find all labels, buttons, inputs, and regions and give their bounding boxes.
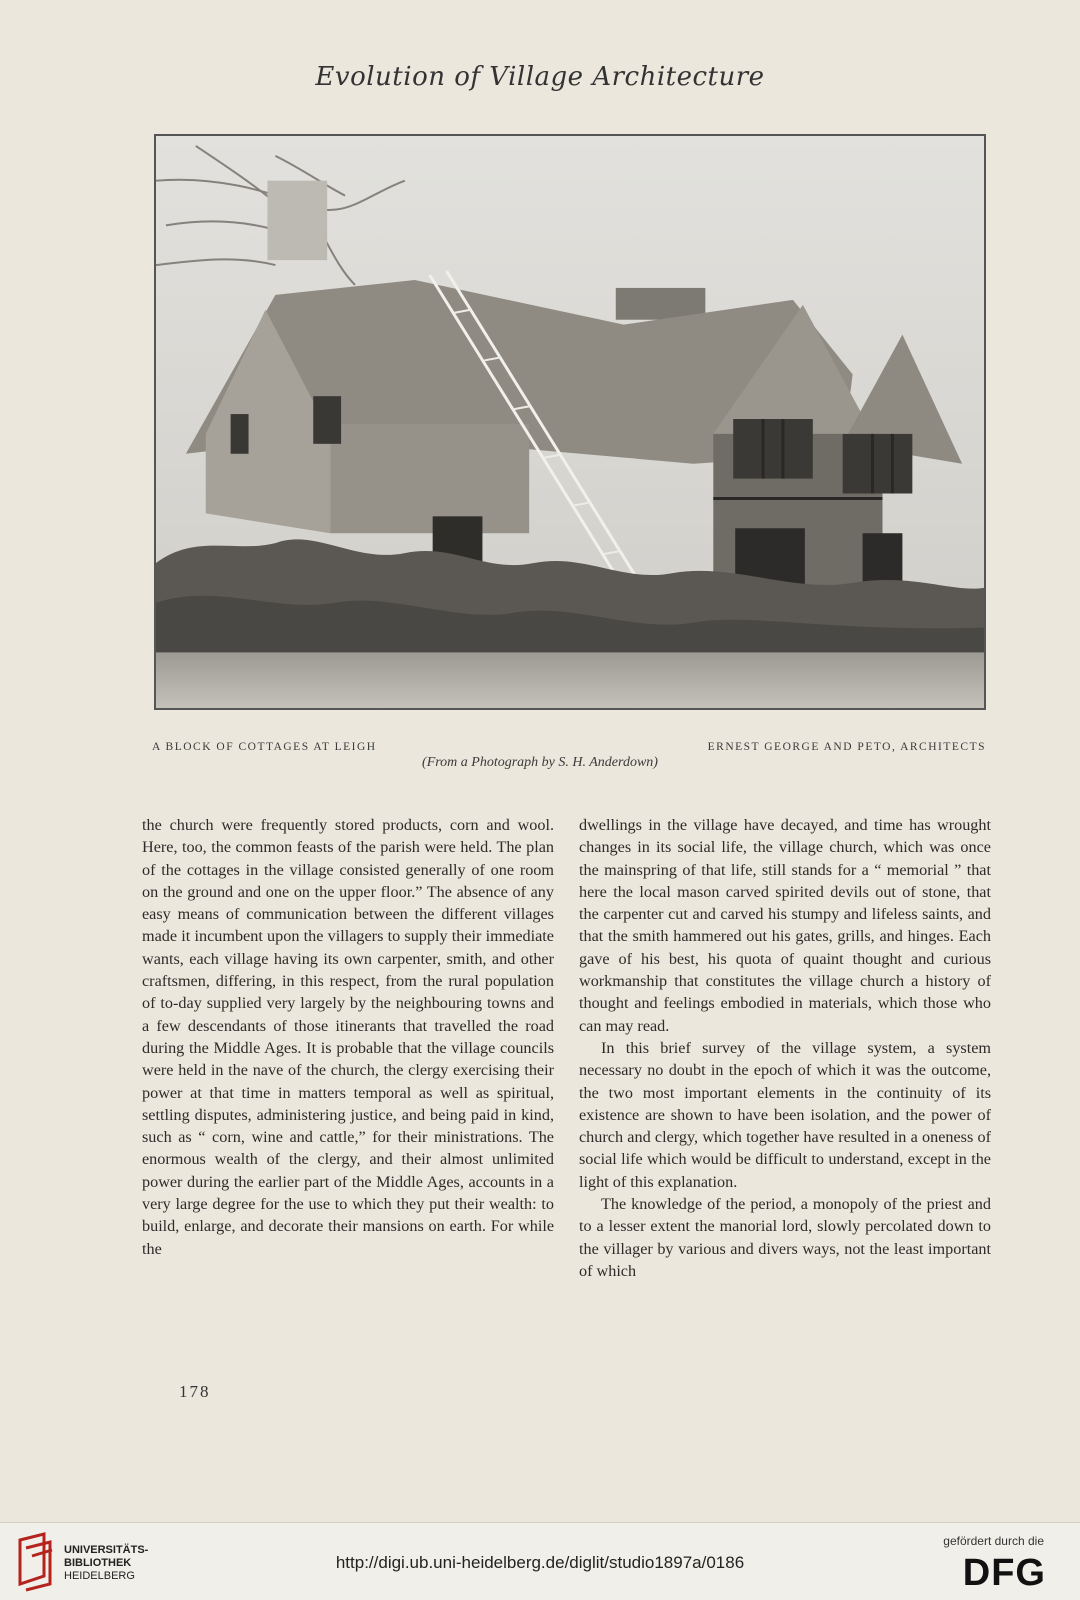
footer-divider (0, 1522, 1080, 1523)
digitization-footer (0, 1522, 1080, 1600)
permalink-url[interactable]: http://digi.ub.uni-heidelberg.de/diglit/studio1897a/0186 (335, 1553, 745, 1572)
dfg-logo[interactable]: DFG (962, 1552, 1046, 1594)
cottage-photograph-icon (156, 136, 984, 708)
library-line-1: UNIVERSITÄTS- (64, 1544, 149, 1556)
photograph-plate (154, 134, 986, 710)
text-column-left (142, 814, 554, 1260)
library-line-3: HEIDELBERG (64, 1570, 135, 1582)
paragraph: dwellings in the village have decayed, and time has wrought changes in its social life, the village church, which was once the mainspring of that life, still stands for a “ memorial ” that here the local mason carved spirited devils out of stone, that the carpenter cut and carved his stumpy and lifeless saints, and that the smith hammered out his gates, grills, and hinges. Each gave of his best, his quota of quaint thought and curious workmanship that constitutes the village church a history of thought and feelings embodied in materials, which those who can may read. (579, 816, 991, 1035)
paragraph: The knowledge of the period, a monopoly of the priest and to a lesser extent the manorial lord, slowly percolated down to the villager by various and divers ways, not the least important of which (579, 1195, 991, 1280)
text-column-right (579, 814, 991, 1282)
plate-caption-title: A BLOCK OF COTTAGES AT LEIGH (152, 741, 377, 753)
paragraph: In this brief survey of the village system, a system necessary no doubt in the epoch of which it was the outcome, the two most important elements in the continuity of its existence are shown to have been isolation, and the power of church and clergy, which together have resulted in a oneness of social life which would be difficult to understand, except in the light of this explanation. (579, 1038, 991, 1191)
library-line-2: BIBLIOTHEK (64, 1557, 132, 1569)
page-number: 178 (179, 1382, 211, 1401)
funding-label: gefördert durch die (943, 1534, 1044, 1548)
paragraph: the church were frequently stored products, corn and wool. Here, too, the common feasts of the parish were held. The plan of the cottages in the village consisted generally of one room on the ground and one on the upper floor.” The absence of any easy means of communication between the different villages made it incumbent upon the villagers to supply their immediate wants, each village having its own carpenter, smith, and other craftsmen, differing, in this respect, from the rural population of to-day supplied very largely by the neighbouring towns and a few descendants of those itinerants that travelled the road during the Middle Ages. It is probable that the village councils were held in the nave of the church, the clergy exercising their power at that time in matters temporal as well as spiritual, settling disputes, administering justice, and being paid in kind, such as “ corn, wine and cattle,” for their ministrations. The enormous wealth of the clergy, and their almost unlimited power during the earlier part of the Middle Ages, accounts in a very large degree for the use to which they put their wealth: to build, enlarge, and decorate their mansions on earth. For while the (142, 816, 554, 1258)
running-head: Evolution of Village Architecture (315, 62, 765, 92)
plate-caption-architects: ERNEST GEORGE AND PETO, ARCHITECTS (707, 741, 986, 753)
plate-photo-credit: (From a Photograph by S. H. Anderdown) (422, 755, 658, 770)
